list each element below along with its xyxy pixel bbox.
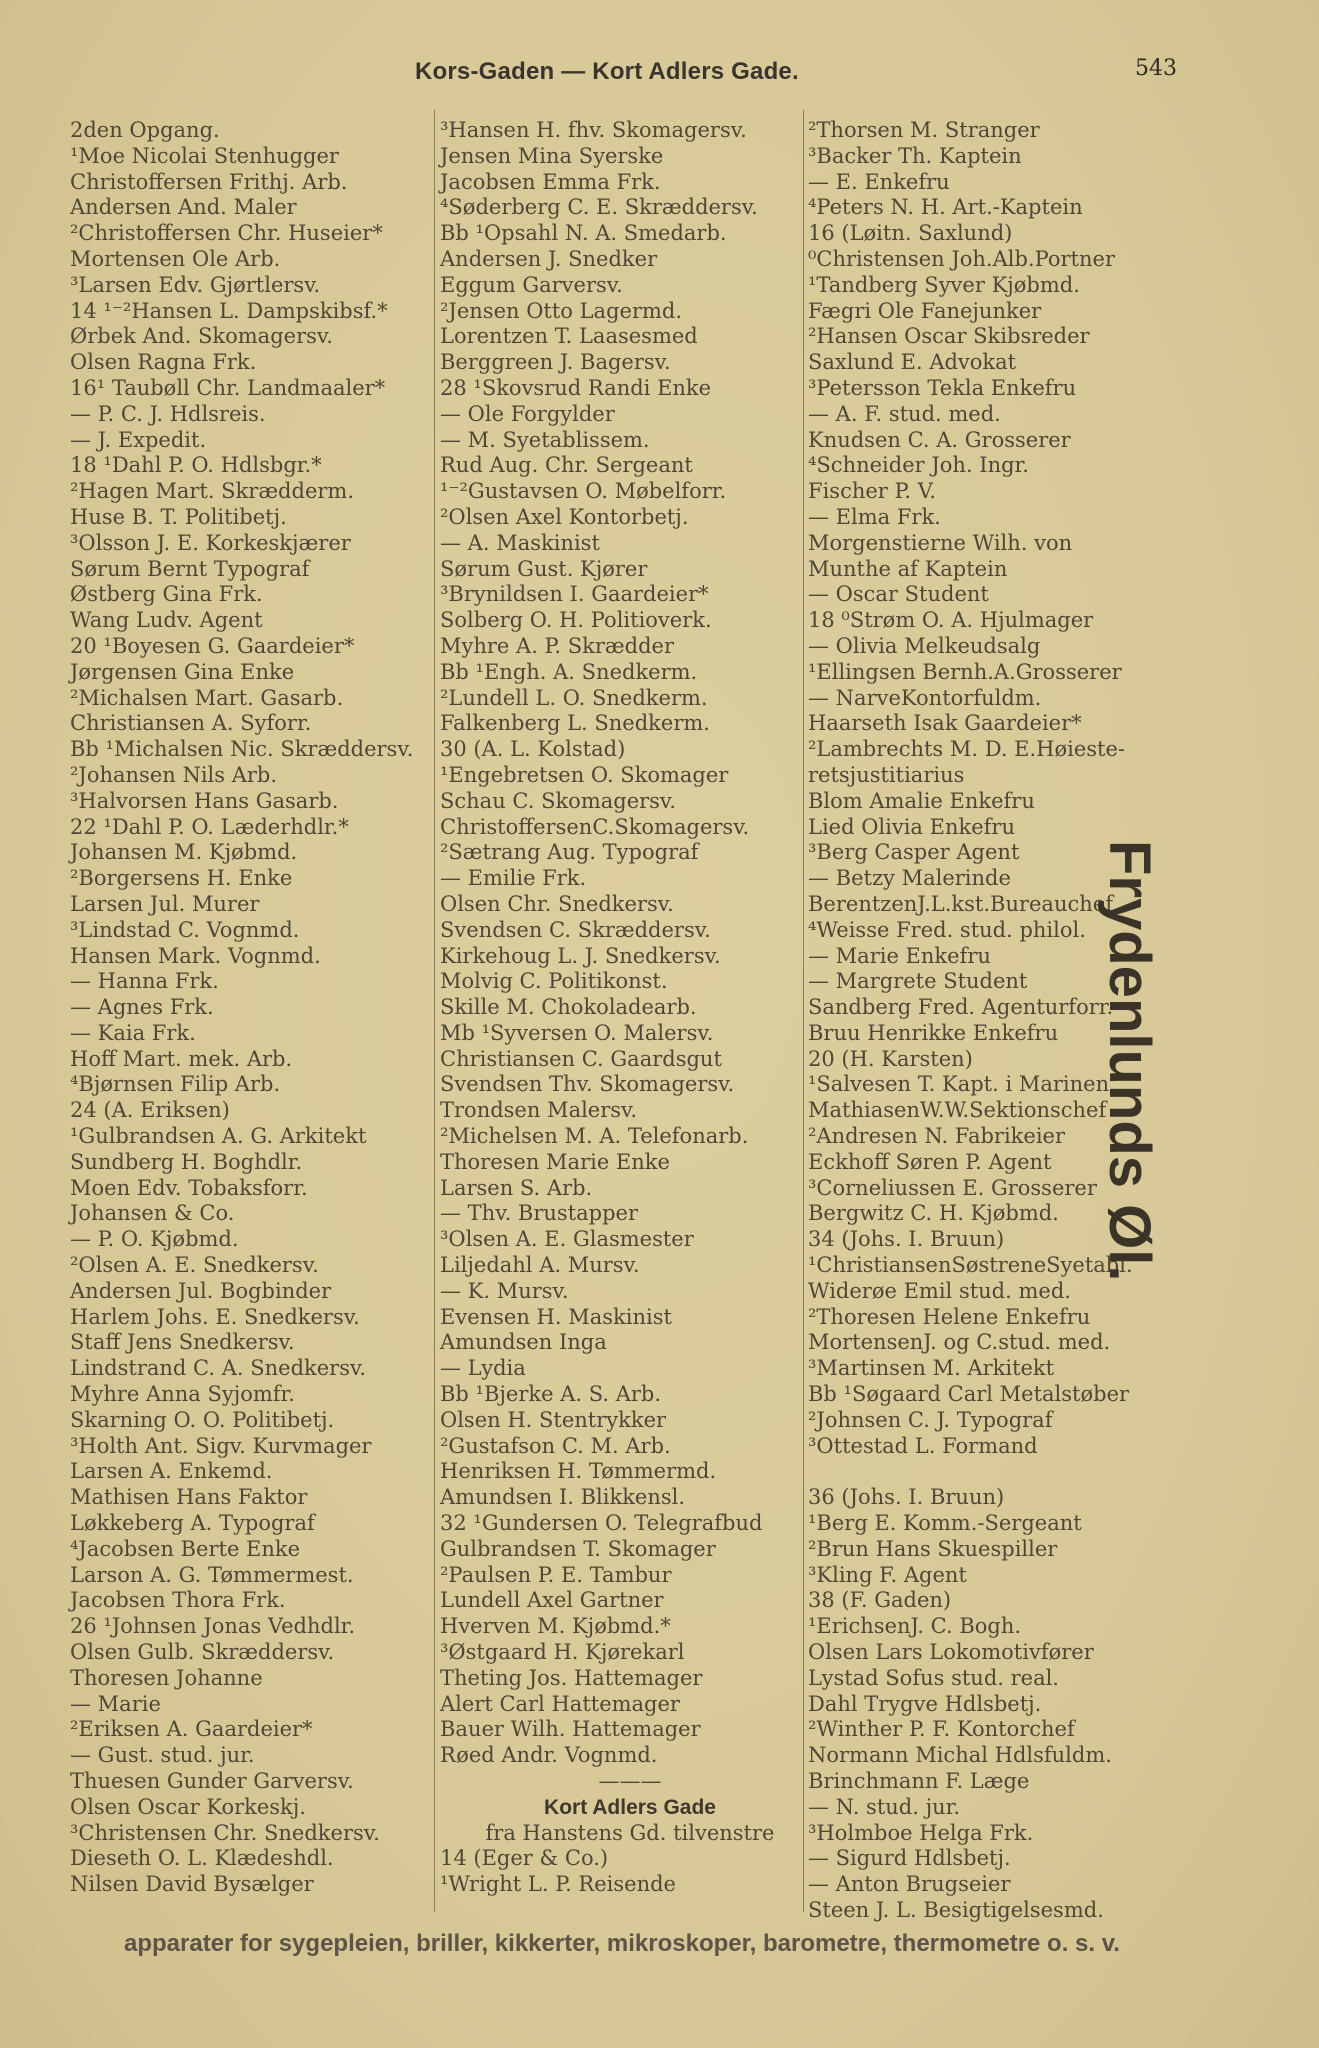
directory-entry: Andersen J. Snedker xyxy=(440,246,658,271)
directory-entry: ²Thoresen Helene Enkefru xyxy=(808,1304,1091,1329)
directory-entry: BerentzenJ.L.kst.Bureauchef xyxy=(808,891,1113,916)
directory-entry: ²Johansen Nils Arb. xyxy=(70,762,278,787)
directory-entry: Falkenberg L. Snedkerm. xyxy=(440,711,710,736)
page-number: 543 xyxy=(1135,56,1177,81)
directory-entry: ³Christensen Chr. Snedkersv. xyxy=(70,1820,380,1845)
directory-entry: — K. Mursv. xyxy=(440,1278,569,1303)
directory-entry: — Betzy Malerinde xyxy=(808,866,1011,891)
directory-entry: ¹Wright L. P. Reisende xyxy=(440,1872,676,1897)
directory-entry: Harlem Johs. E. Snedkersv. xyxy=(70,1304,360,1329)
directory-entry: Bb ¹Michalsen Nic. Skræddersv. xyxy=(70,737,414,762)
directory-entry: Schau C. Skomagersv. xyxy=(440,788,676,813)
directory-entry: ²Hagen Mart. Skrædderm. xyxy=(70,479,355,504)
directory-entry: ²Borgersens H. Enke xyxy=(70,866,293,891)
directory-entry: ³Berg Casper Agent xyxy=(808,840,1020,865)
directory-entry: 24 (A. Eriksen) xyxy=(70,1098,230,1123)
directory-entry: 20 (H. Karsten) xyxy=(808,1046,973,1071)
directory-entry: Larsen S. Arb. xyxy=(440,1175,593,1200)
directory-entry: Johansen & Co. xyxy=(70,1201,235,1226)
directory-entry: Olsen H. Stentrykker xyxy=(440,1407,667,1432)
directory-entry: Christiansen C. Gaardsgut xyxy=(440,1046,722,1071)
directory-entry: Brinchmann F. Læge xyxy=(808,1769,1030,1793)
directory-entry: ³Østgaard H. Kjørekarl xyxy=(440,1640,685,1665)
directory-entry: ²Christoffersen Chr. Huseier* xyxy=(70,221,383,246)
directory-entry: ¹Berg E. Komm.-Sergeant xyxy=(808,1511,1082,1536)
directory-entry: Huse B. T. Politibetj. xyxy=(70,504,287,529)
directory-entry: — M. Syetablissem. xyxy=(440,427,650,452)
directory-entry: ¹Gulbrandsen A. G. Arkitekt xyxy=(70,1124,367,1149)
directory-entry: ⁴Weisse Fred. stud. philol. xyxy=(808,917,1086,942)
directory-entry: 18 ¹Dahl P. O. Hdlsbgr.* xyxy=(70,453,322,478)
directory-entry: — J. Expedit. xyxy=(70,427,207,452)
directory-entry: — Gust. stud. jur. xyxy=(70,1743,255,1768)
directory-entry: ³Holmboe Helga Frk. xyxy=(808,1820,1034,1845)
directory-entry: Wang Ludv. Agent xyxy=(70,608,263,633)
directory-entry: ³Hansen H. fhv. Skomagersv. xyxy=(440,118,747,142)
section-heading: Kort Adlers Gade xyxy=(544,1795,716,1819)
directory-entry: Liljedahl A. Mursv. xyxy=(440,1253,640,1278)
directory-entry: Moen Edv. Tobaksforr. xyxy=(70,1175,308,1200)
directory-entry: 30 (A. L. Kolstad) xyxy=(440,737,626,762)
directory-entry: Svendsen Thv. Skomagersv. xyxy=(440,1072,735,1097)
directory-entry: ³Halvorsen Hans Gasarb. xyxy=(70,788,339,813)
directory-entry: ³Ottestad L. Formand xyxy=(808,1433,1038,1458)
directory-entry: — Thv. Brustapper xyxy=(440,1201,639,1226)
directory-entry: ³Backer Th. Kaptein xyxy=(808,143,1022,168)
directory-entry: — Oscar Student xyxy=(808,582,989,607)
directory-entry: Jacobsen Thora Frk. xyxy=(70,1588,286,1613)
directory-entry: Thoresen Johanne xyxy=(70,1665,263,1690)
directory-entry: ⁴Bjørnsen Filip Arb. xyxy=(70,1072,281,1097)
directory-entry: Christiansen A. Syforr. xyxy=(70,711,312,736)
directory-entry: retsjustitiarius xyxy=(808,762,965,787)
directory-entry: Normann Michal Hdlsfuldm. xyxy=(808,1743,1112,1768)
directory-entry: Andersen And. Maler xyxy=(70,195,297,220)
directory-entry: Molvig C. Politikonst. xyxy=(440,969,668,994)
directory-entry: ⁴Søderberg C. E. Skræddersv. xyxy=(440,195,758,220)
directory-entry: ²Michalsen Mart. Gasarb. xyxy=(70,685,344,710)
directory-entry: Larsen A. Enkemd. xyxy=(70,1459,273,1484)
directory-entry: Nilsen David Bysælger xyxy=(70,1872,314,1897)
footer-advertisement: apparater for sygepleien, briller, kikkerter, mikroskoper, barometre, thermometre o. s. v. xyxy=(124,1930,1120,1957)
directory-entry: — A. Maskinist xyxy=(440,530,600,555)
directory-entry: Gulbrandsen T. Skomager xyxy=(440,1536,716,1561)
directory-entry: Berggreen J. Bagersv. xyxy=(440,350,671,375)
directory-entry: — Anton Brugseier xyxy=(808,1872,1011,1897)
directory-entry: ³Lindstad C. Vognmd. xyxy=(70,917,300,942)
directory-entry: 14 (Eger & Co.) xyxy=(440,1846,609,1871)
directory-entry: ³Corneliussen E. Grosserer xyxy=(808,1175,1097,1200)
directory-entry: Solberg O. H. Politioverk. xyxy=(440,608,712,633)
page-title: Kors-Gaden — Kort Adlers Gade. xyxy=(415,58,799,85)
directory-entry: Olsen Chr. Snedkersv. xyxy=(440,891,674,916)
directory-entry: Mb ¹Syversen O. Malersv. xyxy=(440,1020,714,1045)
directory-entry: Jørgensen Gina Enke xyxy=(70,659,295,684)
directory-entry: Sundberg H. Boghdlr. xyxy=(70,1149,303,1174)
directory-entry: 36 (Johs. I. Bruun) xyxy=(808,1485,1005,1510)
directory-entry: Mortensen Ole Arb. xyxy=(70,246,281,271)
directory-entry: ³Holth Ant. Sigv. Kurvmager xyxy=(70,1433,372,1458)
directory-entry: 14 ¹⁻²Hansen L. Dampskibsf.* xyxy=(70,298,388,323)
directory-entry: Myhre Anna Syjomfr. xyxy=(70,1382,295,1407)
directory-entry: ²Lambrechts M. D. E.Høieste- xyxy=(808,737,1126,762)
directory-entry: Hoff Mart. mek. Arb. xyxy=(70,1046,293,1071)
directory-entry: Bauer Wilh. Hattemager xyxy=(440,1717,701,1742)
directory-entry: Steen J. L. Besigtigelsesmd. xyxy=(808,1897,1104,1922)
directory-entry: Staff Jens Snedkersv. xyxy=(70,1330,295,1355)
directory-entry: Munthe af Kaptein xyxy=(808,556,1008,581)
directory-entry: Olsen Ragna Frk. xyxy=(70,350,257,375)
directory-entry: ²Eriksen A. Gaardeier* xyxy=(70,1717,313,1742)
directory-entry: Thuesen Gunder Garversv. xyxy=(70,1769,354,1793)
directory-entry: ²Brun Hans Skuespiller xyxy=(808,1536,1058,1561)
directory-entry: Skarning O. O. Politibetj. xyxy=(70,1407,335,1432)
directory-entry: ²Michelsen M. A. Telefonarb. xyxy=(440,1124,749,1149)
directory-entry: Trondsen Malersv. xyxy=(440,1098,638,1123)
directory-entry: — E. Enkefru xyxy=(808,169,950,194)
directory-entry: Bb ¹Bjerke A. S. Arb. xyxy=(440,1382,662,1407)
directory-entry: fra Hanstens Gd. tilvenstre xyxy=(485,1820,775,1845)
directory-entry: ¹Salvesen T. Kapt. i Marinen xyxy=(808,1072,1110,1097)
directory-entry: 22 ¹Dahl P. O. Læderhdlr.* xyxy=(70,814,349,839)
directory-entry: ¹Engebretsen O. Skomager xyxy=(440,762,729,787)
directory-entry: Bb ¹Søgaard Carl Metalstøber xyxy=(808,1382,1130,1407)
directory-entry: Larson A. G. Tømmermest. xyxy=(70,1562,354,1587)
directory-entry: ⁰Christensen Joh.Alb.Portner xyxy=(808,246,1115,271)
directory-entry: Amundsen I. Blikkensl. xyxy=(440,1485,686,1510)
directory-entry: ¹ErichsenJ. C. Bogh. xyxy=(808,1614,1022,1639)
directory-entry: Bb ¹Engh. A. Snedkerm. xyxy=(440,659,698,684)
directory-entry: Eckhoff Søren P. Agent xyxy=(808,1149,1052,1174)
directory-entry: ²Hansen Oscar Skibsreder xyxy=(808,324,1090,349)
directory-entry: Røed Andr. Vognmd. xyxy=(440,1743,658,1768)
directory-entry: — Lydia xyxy=(440,1356,526,1381)
directory-entry: ²Thorsen M. Stranger xyxy=(808,118,1040,142)
directory-entry: Fischer P. V. xyxy=(808,479,936,504)
directory-entry: Theting Jos. Hattemager xyxy=(440,1665,703,1690)
directory-entry: — Marie xyxy=(70,1691,161,1716)
directory-entry: Dieseth O. L. Klædeshdl. xyxy=(70,1846,334,1871)
directory-entry: Larsen Jul. Murer xyxy=(70,891,260,916)
directory-entry: — Hanna Frk. xyxy=(70,969,219,994)
directory-entry: ³Martinsen M. Arkitekt xyxy=(808,1356,1055,1381)
directory-entry: ³Larsen Edv. Gjørtlersv. xyxy=(70,272,321,297)
directory-entry: ²Olsen Axel Kontorbetj. xyxy=(440,504,689,529)
directory-entry: Thoresen Marie Enke xyxy=(440,1149,670,1174)
directory-entry: — Kaia Frk. xyxy=(70,1020,196,1045)
directory-entry: ⁴Peters N. H. Art.-Kaptein xyxy=(808,195,1083,220)
directory-entry: — P. O. Kjøbmd. xyxy=(70,1227,239,1252)
directory-entry: — Elma Frk. xyxy=(808,504,941,529)
directory-entry: — Margrete Student xyxy=(808,969,1028,994)
directory-column-2 xyxy=(440,118,820,1898)
directory-entry: 34 (Johs. I. Bruun) xyxy=(808,1227,1005,1252)
directory-entry: 16 (Løitn. Saxlund) xyxy=(808,221,1013,246)
directory-entry: Kirkehoug L. J. Snedkersv. xyxy=(440,943,721,968)
directory-entry: — Sigurd Hdlsbetj. xyxy=(808,1846,1011,1871)
directory-entry: 28 ¹Skovsrud Randi Enke xyxy=(440,375,712,400)
directory-entry: Christoffersen Frithj. Arb. xyxy=(70,169,348,194)
directory-entry: ¹⁻²Gustavsen O. Møbelforr. xyxy=(440,479,727,504)
directory-entry: Svendsen C. Skræddersv. xyxy=(440,917,711,942)
directory-entry: Lied Olivia Enkefru xyxy=(808,814,1015,839)
directory-entry: ³Olsson J. E. Korkeskjærer xyxy=(70,530,351,555)
directory-entry: Jacobsen Emma Frk. xyxy=(440,169,661,194)
directory-entry: Ørbek And. Skomagersv. xyxy=(70,324,333,349)
directory-entry: Fægri Ole Fanejunker xyxy=(808,298,1042,323)
directory-entry: Dahl Trygve Hdlsbetj. xyxy=(808,1691,1042,1716)
directory-entry: Lystad Sofus stud. real. xyxy=(808,1665,1059,1690)
directory-entry: Saxlund E. Advokat xyxy=(808,350,1017,375)
directory-entry: Skille M. Chokoladearb. xyxy=(440,995,697,1020)
directory-entry: ³Kling F. Agent xyxy=(808,1562,967,1587)
directory-entry: Olsen Oscar Korkeskj. xyxy=(70,1794,306,1819)
directory-entry: Hansen Mark. Vognmd. xyxy=(70,943,321,968)
directory-entry: ²Andresen N. Fabrikeier xyxy=(808,1124,1066,1149)
directory-entry: Olsen Gulb. Skræddersv. xyxy=(70,1640,335,1665)
directory-entry: ChristoffersenC.Skomagersv. xyxy=(440,814,750,839)
directory-entry: ¹ChristiansenSøstreneSyetabl. xyxy=(808,1253,1133,1278)
directory-entry: MortensenJ. og C.stud. med. xyxy=(808,1330,1111,1355)
directory-entry: Mathisen Hans Faktor xyxy=(70,1485,308,1510)
directory-entry: — Emilie Frk. xyxy=(440,866,587,891)
directory-entry: Eggum Garversv. xyxy=(440,272,623,297)
directory-entry: Løkkeberg A. Typograf xyxy=(70,1511,315,1536)
directory-entry: Alert Carl Hattemager xyxy=(440,1691,680,1716)
directory-entry: Bb ¹Opsahl N. A. Smedarb. xyxy=(440,221,727,246)
directory-entry: — Ole Forgylder xyxy=(440,401,615,426)
directory-entry: ¹Moe Nicolai Stenhugger xyxy=(70,143,339,168)
directory-entry: — A. F. stud. med. xyxy=(808,401,1001,426)
page-header xyxy=(0,58,1319,98)
directory-entry: 16¹ Taubøll Chr. Landmaaler* xyxy=(70,375,386,400)
directory-entry: Widerøe Emil stud. med. xyxy=(808,1278,1071,1303)
side-advertisement: Frydenlunds Øl. xyxy=(1097,840,1162,1282)
directory-entry: Haarseth Isak Gaardeier* xyxy=(808,711,1082,736)
directory-entry: ⁴Schneider Joh. Ingr. xyxy=(808,453,1029,478)
directory-entry: ²Paulsen P. E. Tambur xyxy=(440,1562,672,1587)
directory-entry: Andersen Jul. Bogbinder xyxy=(70,1278,332,1303)
directory-entry: ²Sætrang Aug. Typograf xyxy=(440,840,699,865)
directory-entry: — N. stud. jur. xyxy=(808,1794,961,1819)
directory-entry: 26 ¹Johnsen Jonas Vedhdlr. xyxy=(70,1614,356,1639)
directory-entry: Amundsen Inga xyxy=(440,1330,607,1355)
directory-entry: ²Johnsen C. J. Typograf xyxy=(808,1407,1053,1432)
section-separator: ——— xyxy=(598,1769,662,1793)
directory-entry: Jensen Mina Syerske xyxy=(440,143,664,168)
directory-entry: 2den Opgang. xyxy=(70,118,220,142)
directory-entry: — NarveKontorfuldm. xyxy=(808,685,1042,710)
directory-entry: Lorentzen T. Laasesmed xyxy=(440,324,698,349)
directory-entry: 38 (F. Gaden) xyxy=(808,1588,952,1613)
directory-entry: Blom Amalie Enkefru xyxy=(808,788,1035,813)
directory-entry: Sørum Gust. Kjører xyxy=(440,556,648,581)
directory-entry: Bruu Henrikke Enkefru xyxy=(808,1020,1059,1045)
directory-entry: — Agnes Frk. xyxy=(70,995,214,1020)
directory-entry: Olsen Lars Lokomotivfører xyxy=(808,1640,1094,1665)
directory-entry: Knudsen C. A. Grosserer xyxy=(808,427,1071,452)
directory-entry: Myhre A. P. Skrædder xyxy=(440,633,675,658)
directory-entry: Hverven M. Kjøbmd.* xyxy=(440,1614,671,1639)
directory-entry: ²Lundell L. O. Snedkerm. xyxy=(440,685,708,710)
directory-entry: 20 ¹Boyesen G. Gaardeier* xyxy=(70,633,355,658)
directory-entry: ²Olsen A. E. Snedkersv. xyxy=(70,1253,319,1278)
directory-entry: — P. C. J. Hdlsreis. xyxy=(70,401,266,426)
directory-column-1 xyxy=(70,118,450,1898)
directory-entry: ⁴Jacobsen Berte Enke xyxy=(70,1536,301,1561)
directory-entry: Lindstrand C. A. Snedkersv. xyxy=(70,1356,367,1381)
directory-entry: Johansen M. Kjøbmd. xyxy=(70,840,298,865)
directory-entry: Sørum Bernt Typograf xyxy=(70,556,310,581)
directory-entry: 32 ¹Gundersen O. Telegrafbud xyxy=(440,1511,763,1536)
directory-entry: Morgenstierne Wilh. von xyxy=(808,530,1073,555)
directory-entry: Henriksen H. Tømmermd. xyxy=(440,1459,717,1484)
directory-entry: Østberg Gina Frk. xyxy=(70,582,263,607)
directory-entry: ³Petersson Tekla Enkefru xyxy=(808,375,1077,400)
directory-entry: ¹Tandberg Syver Kjøbmd. xyxy=(808,272,1080,297)
directory-entry: ²Winther P. F. Kontorchef xyxy=(808,1717,1075,1742)
directory-entry: Rud Aug. Chr. Sergeant xyxy=(440,453,693,478)
directory-entry: ¹Ellingsen Bernh.A.Grosserer xyxy=(808,659,1122,684)
directory-entry: Bergwitz C. H. Kjøbmd. xyxy=(808,1201,1059,1226)
directory-entry: ³Brynildsen I. Gaardeier* xyxy=(440,582,709,607)
directory-entry: — Olivia Melkeudsalg xyxy=(808,633,1041,658)
directory-entry: Lundell Axel Gartner xyxy=(440,1588,664,1613)
directory-entry: Sandberg Fred. Agenturforr. xyxy=(808,995,1114,1020)
directory-entry: ²Jensen Otto Lagermd. xyxy=(440,298,683,323)
directory-entry: — Marie Enkefru xyxy=(808,943,991,968)
directory-entry xyxy=(808,1459,1188,1485)
directory-entry: Evensen H. Maskinist xyxy=(440,1304,672,1329)
directory-entry: ³Olsen A. E. Glasmester xyxy=(440,1227,694,1252)
directory-entry: 18 ⁰Strøm O. A. Hjulmager xyxy=(808,608,1094,633)
directory-entry: MathiasenW.W.Sektionschef xyxy=(808,1098,1107,1123)
directory-entry: ²Gustafson C. M. Arb. xyxy=(440,1433,671,1458)
